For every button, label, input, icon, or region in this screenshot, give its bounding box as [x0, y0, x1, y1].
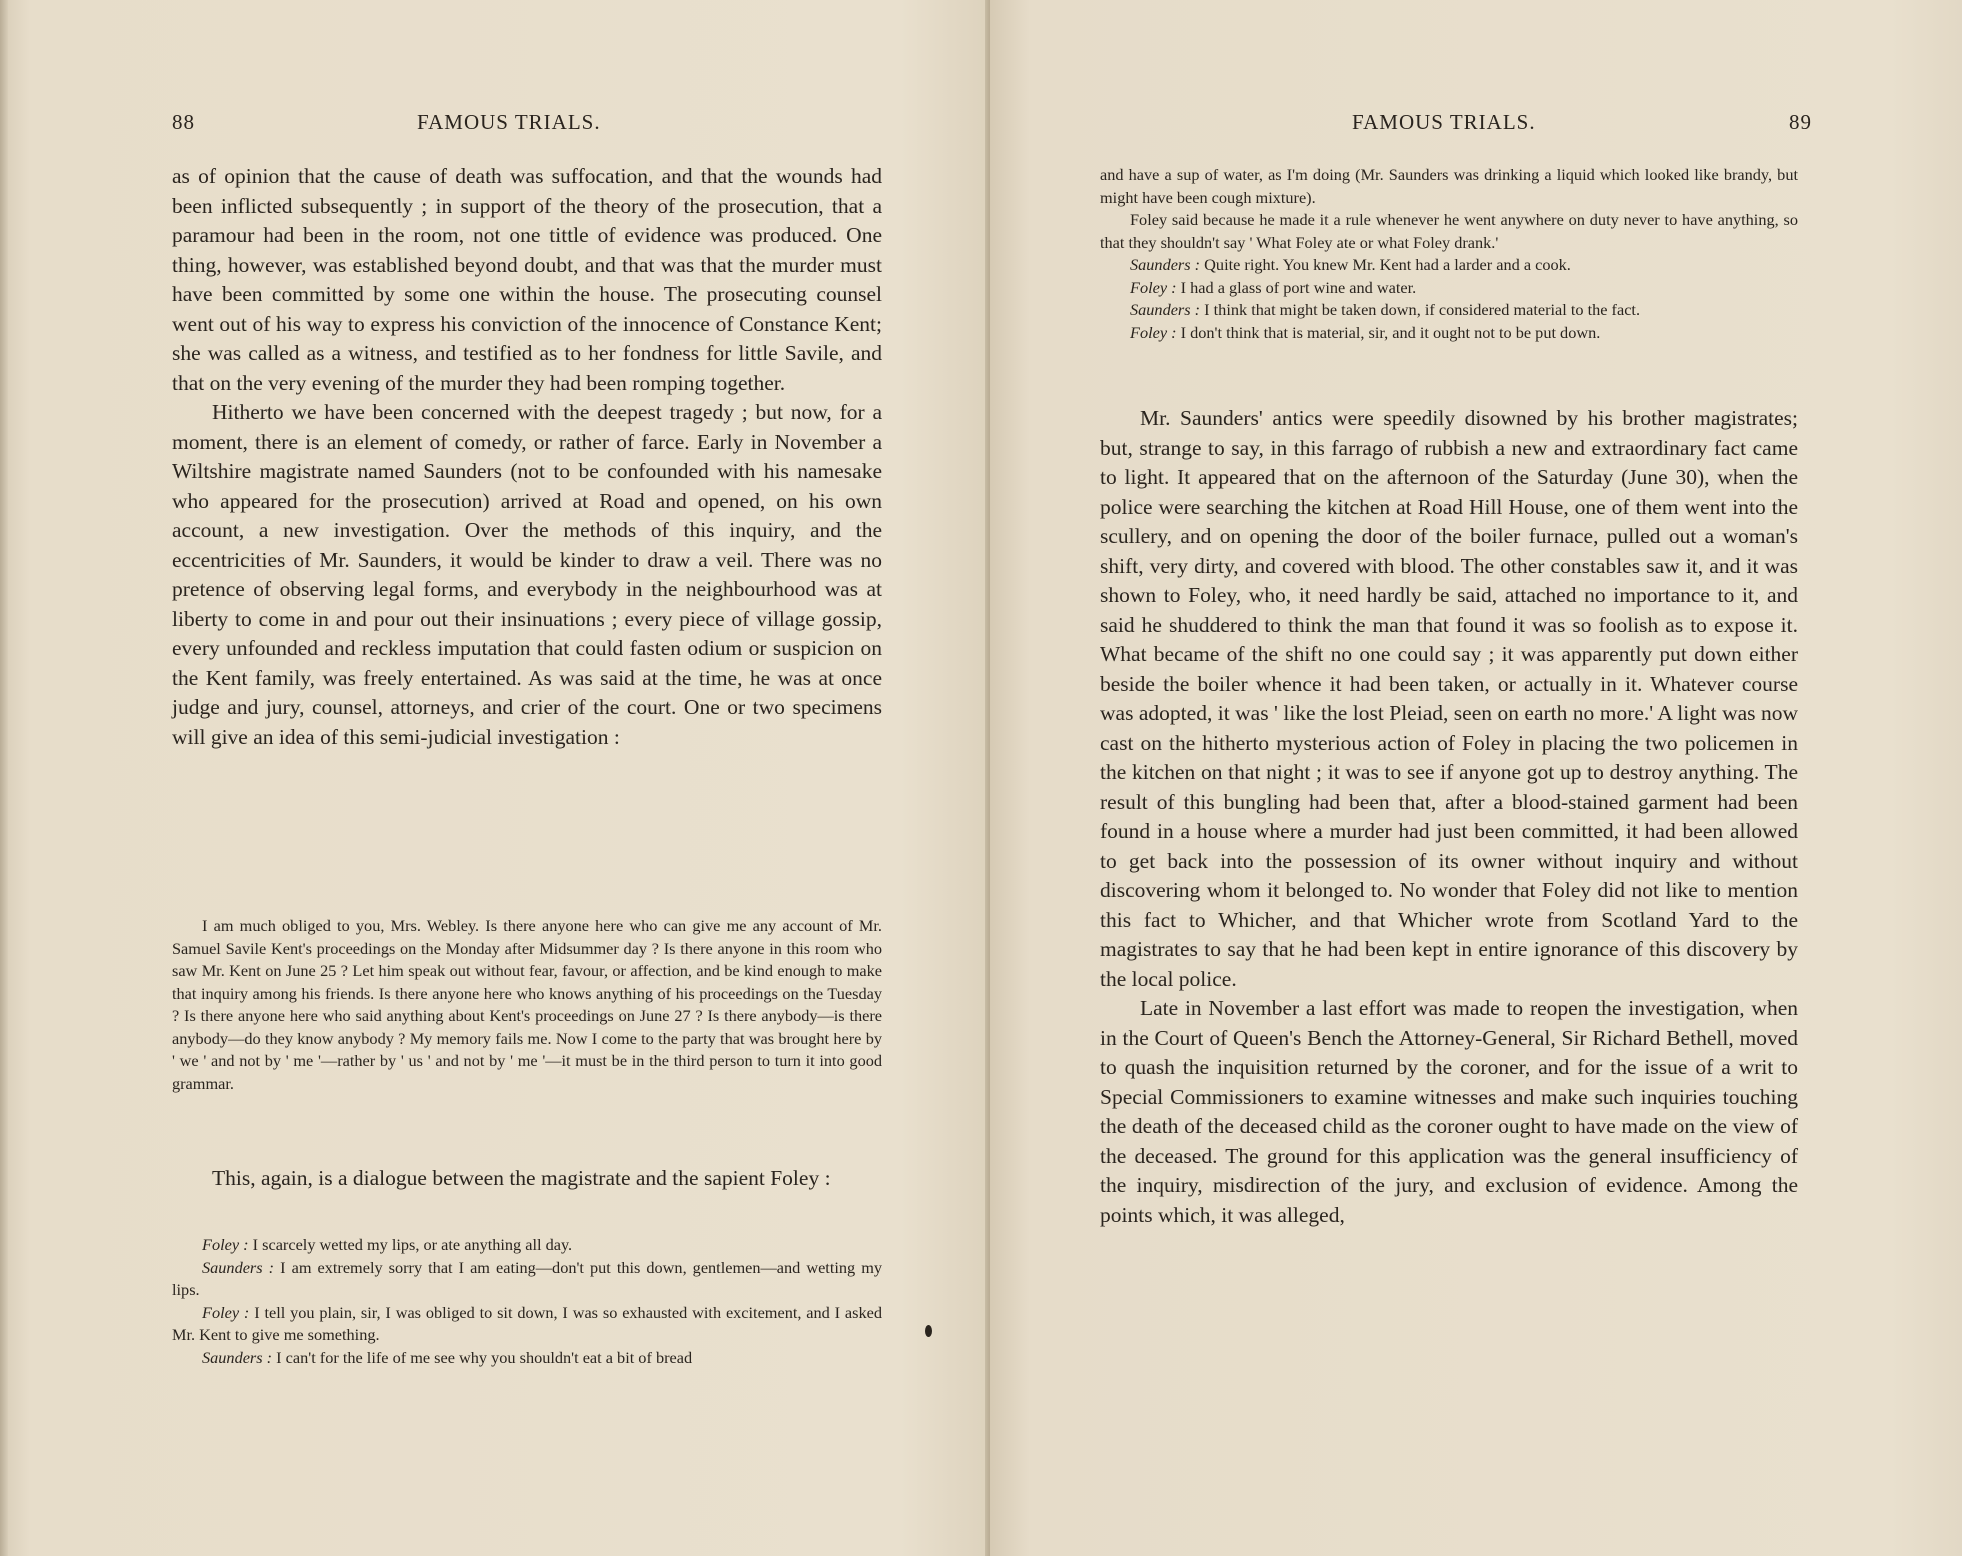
- dialogue-line: [1100, 299, 1798, 322]
- quote-paragraph: I am much obliged to you, Mrs. Webley. Is there anyone here who can give me any account of Mr. Samuel Savile Kent's proceedings on the Monday after Midsummer day ? Is there anyone in this room who saw Mr. Kent on June 25 ? Let him speak out without fear, favour, or affection, and be kind enough to make that inquiry among his friends. Is there anyone here who knows anything of his proceedings on the Tuesday ? Is there anyone here who said anything about Kent's proceedings on June 27 ? Is there anybody—is there anybody—do they know anybody ? My memory fails me. Now I come to the party that was brought here by ' we ' and not by ' me '—rather by ' us ' and not by ' me '—it must be in the third person to turn it into good grammar.: [172, 916, 882, 1093]
- speaker-name: Foley :: [202, 1302, 250, 1322]
- dialogue-line: [1100, 277, 1798, 300]
- paragraph: Mr. Saunders' antics were speedily disowned by his brother magistrates; but, strange to say, in this farrago of rubbish a new and extraordinary fact came to light. It appeared that on the afternoon of the Saturday (June 30), when the police were searching the kitchen at Road Hill House, one of them went into the scullery, and on opening the door of the boiler furnace, pulled out a woman's shift, very dirty, and covered with blood. The other constables saw it, and it was shown to Foley, who, it need hardly be said, attached no importance to it, and said he shuddered to think the man that found it was so foolish as to expose it. What became of the shift no one could say ; it was apparently put down either beside the boiler whence it had been taken, or actually in it. Whatever course was adopted, it was ' like the lost Pleiad, seen on earth no more.' A light was now cast on the hitherto mysterious action of Foley in placing the two policemen in the kitchen on that night ; it was to see if anyone got up to destroy anything. The result of this bungling had been that, after a blood-stained garment had been found in a house where a murder had just been committed, it had been allowed to get back into the possession of its owner without inquiry and without discovering whom it belonged to. No wonder that Foley did not like to mention this fact to Whicher, and that Whicher wrote from Scotland Yard to the magistrates to say that he had been kept in entire ignorance of this discovery by the local police.: [1100, 406, 1798, 991]
- page-number: 88: [172, 110, 195, 134]
- speaker-name: Saunders :: [202, 1347, 273, 1367]
- dialogue-text: I think that might be taken down, if considered material to the fact.: [1204, 300, 1641, 319]
- paragraph: as of opinion that the cause of death was suffocation, and that the wounds had been inflicted subsequently ; in support of the theory of the prosecution, that a paramour had been in the room, not one tittle of evidence was produced. One thing, however, was established beyond doubt, and that was that the murder must have been committed by some one within the house. The prosecuting counsel went out of his way to express his conviction of the innocence of Constance Kent; she was called as a witness, and testified as to her fondness for little Savile, and that on the very evening of the murder they had been romping together.: [172, 164, 882, 395]
- speaker-name: Saunders :: [202, 1257, 275, 1277]
- dialogue-line: [172, 1257, 882, 1302]
- dialogue-line: and have a sup of water, as I'm doing (Mr. Saunders was drinking a liquid which looked like brandy, but might have been cough mixture).: [1100, 165, 1798, 207]
- dialogue-line: [172, 1234, 882, 1257]
- page-edge: [0, 0, 8, 1556]
- dialogue-text: I had a glass of port wine and water.: [1180, 277, 1417, 297]
- dialogue-text: I am extremely sorry that I am eating—don't put this down, gentlemen—and wetting my lips.: [172, 1257, 882, 1299]
- paragraph: Hitherto we have been concerned with the deepest tragedy ; but now, for a moment, there is an element of comedy, or rather of farce. Early in November a Wiltshire magistrate named Saunders (not to be confounded with his namesake who appeared for the prosecution) arrived at Road and opened, on his own account, a new investigation. Over the methods of this inquiry, and the eccentricities of Mr. Saunders, it would be kinder to draw a veil. There was no pretence of observing legal forms, and everybody in the neighbourhood was at liberty to come in and pour out their insinuations ; every piece of village gossip, every unfounded and reckless imputation that could fasten odium or suspicion on the Kent family, was freely entertained. As was said at the time, he was at once judge and jury, counsel, attorneys, and crier of the court. One or two specimens will give an idea of this semi-judicial investigation :: [172, 400, 882, 749]
- dialogue-text: Quite right. You knew Mr. Kent had a larder and a cook.: [1204, 255, 1571, 274]
- paragraph: Late in November a last effort was made to reopen the investigation, when in the Court of Queen's Bench the Attorney-General, Sir Richard Bethell, moved to quash the inquisition returned by the coroner, and for the issue of a writ to Special Commissioners to examine witnesses and make such inquiries touching the death of the deceased child as the coroner ought to have made on the view of the deceased. The ground for this application was the general insufficiency of the inquiry, misdirection of the jury, and exclusion of evidence. Among the points which, it was alleged,: [1100, 996, 1798, 1227]
- paragraph: This, again, is a dialogue between the magistrate and the sapient Foley :: [212, 1166, 831, 1190]
- body-text: [1100, 404, 1798, 1230]
- speaker-name: Saunders :: [1130, 255, 1201, 274]
- narration: Foley said because he made it a rule whenever he went anywhere on duty never to have anything, so that they shouldn't say ' What Foley ate or what Foley drank.': [1100, 210, 1798, 252]
- page-number: 89: [1789, 110, 1812, 134]
- dialogue-line: [172, 1302, 882, 1347]
- speaker-name: Foley :: [202, 1235, 249, 1254]
- dialogue-text: I can't for the life of me see why you shouldn't eat a bit of bread: [276, 1347, 693, 1367]
- body-text-mid: [172, 1164, 882, 1194]
- body-text-top: [172, 162, 882, 752]
- speaker-name: Saunders :: [1130, 300, 1201, 319]
- dialogue-line: [1100, 322, 1798, 345]
- dialogue-text: I tell you plain, sir, I was obliged to sit down, I was so exhausted with excitement, and I asked Mr. Kent to give me something.: [172, 1302, 882, 1344]
- speaker-name: Foley :: [1130, 277, 1177, 297]
- dialogue-text: I don't think that is material, sir, and it ought not to be put down.: [1180, 322, 1601, 342]
- dialogue-line: [172, 1347, 882, 1370]
- ink-spot: [925, 1325, 932, 1337]
- dialogue-block: [1100, 164, 1798, 344]
- running-head: FAMOUS TRIALS.: [417, 110, 601, 134]
- dialogue-line: [1100, 254, 1798, 277]
- quoted-speech: [172, 915, 882, 1095]
- right-page: [990, 0, 1962, 1556]
- running-head: FAMOUS TRIALS.: [1352, 110, 1536, 134]
- dialogue-block: [172, 1234, 882, 1369]
- dialogue-text: I scarcely wetted my lips, or ate anything all day.: [252, 1235, 573, 1254]
- speaker-name: Foley :: [1130, 322, 1177, 342]
